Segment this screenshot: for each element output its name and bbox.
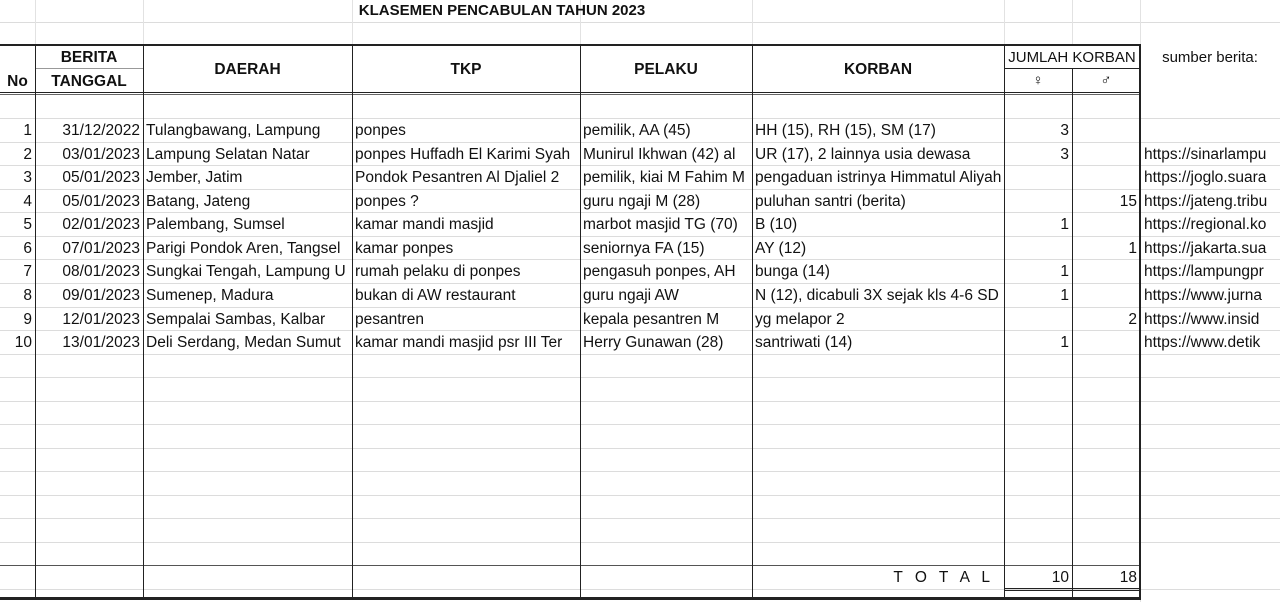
- cell-tanggal[interactable]: 05/01/2023: [62, 169, 140, 186]
- cell-no[interactable]: 1: [23, 122, 32, 139]
- header-tkp: TKP: [450, 61, 482, 78]
- gridline: [0, 424, 1280, 425]
- gridline: [0, 542, 1280, 543]
- cell-sumber-link[interactable]: https://sinarlampu: [1144, 146, 1267, 163]
- cell-sumber-link[interactable]: https://jateng.tribu: [1144, 193, 1268, 210]
- header-pelaku: PELAKU: [634, 61, 698, 78]
- gridline: [0, 518, 1280, 519]
- cell-female-count[interactable]: 3: [1060, 146, 1069, 163]
- gridline: [752, 0, 753, 45]
- cell-tkp[interactable]: bukan di AW restaurant: [355, 287, 516, 304]
- header-bottom-border: [0, 92, 1141, 93]
- gridline: [0, 495, 1280, 496]
- cell-no[interactable]: 6: [23, 240, 32, 257]
- cell-korban[interactable]: UR (17), 2 lainnya usia dewasa: [755, 146, 971, 163]
- header-daerah: DAERAH: [214, 61, 281, 78]
- cell-pelaku[interactable]: Herry Gunawan (28): [583, 334, 724, 351]
- table-top-border: [0, 44, 1141, 46]
- cell-no[interactable]: 7: [23, 263, 32, 280]
- cell-female-count[interactable]: 1: [1060, 216, 1069, 233]
- cell-korban[interactable]: bunga (14): [755, 263, 830, 280]
- gridline: [0, 448, 1280, 449]
- cell-tanggal[interactable]: 13/01/2023: [62, 334, 140, 351]
- gridline: [0, 471, 1280, 472]
- cell-sumber-link[interactable]: https://www.jurna: [1144, 287, 1263, 304]
- cell-tkp[interactable]: rumah pelaku di ponpes: [355, 263, 521, 280]
- cell-tanggal[interactable]: 05/01/2023: [62, 193, 140, 210]
- cell-no[interactable]: 8: [23, 287, 32, 304]
- gridline: [1004, 0, 1005, 45]
- cell-pelaku[interactable]: guru ngaji M (28): [583, 193, 701, 210]
- table-bottom-border: [0, 597, 1141, 600]
- gridline: [0, 401, 1280, 402]
- gridline: [143, 0, 144, 45]
- cell-tanggal[interactable]: 08/01/2023: [62, 263, 140, 280]
- cell-tanggal[interactable]: 09/01/2023: [62, 287, 140, 304]
- cell-no[interactable]: 9: [23, 311, 32, 328]
- cell-tkp[interactable]: ponpes: [355, 122, 406, 139]
- cell-sumber-link[interactable]: https://jakarta.sua: [1144, 240, 1267, 257]
- col-border: [1072, 68, 1073, 599]
- cell-daerah[interactable]: Parigi Pondok Aren, Tangsel: [146, 240, 341, 257]
- header-no: No: [7, 73, 28, 90]
- header-bottom-border: [0, 94, 1141, 95]
- cell-pelaku[interactable]: guru ngaji AW: [583, 287, 679, 304]
- cell-daerah[interactable]: Palembang, Sumsel: [146, 216, 285, 233]
- cell-korban[interactable]: HH (15), RH (15), SM (17): [755, 122, 936, 139]
- cell-tanggal[interactable]: 02/01/2023: [62, 216, 140, 233]
- cell-daerah[interactable]: Batang, Jateng: [146, 193, 251, 210]
- header-tanggal: TANGGAL: [51, 73, 127, 90]
- cell-daerah[interactable]: Jember, Jatim: [146, 169, 243, 186]
- cell-korban[interactable]: pengaduan istrinya Himmatul Aliyah: [755, 169, 1002, 186]
- cell-no[interactable]: 10: [14, 334, 32, 351]
- cell-pelaku[interactable]: kepala pesantren M: [583, 311, 720, 328]
- cell-daerah[interactable]: Lampung Selatan Natar: [146, 146, 310, 163]
- male-symbol-icon: ♂: [1100, 72, 1112, 89]
- cell-no[interactable]: 3: [23, 169, 32, 186]
- cell-korban[interactable]: AY (12): [755, 240, 807, 257]
- cell-tkp[interactable]: kamar mandi masjid psr III Ter: [355, 334, 563, 351]
- total-male[interactable]: 18: [1119, 569, 1137, 586]
- cell-daerah[interactable]: Sumenep, Madura: [146, 287, 274, 304]
- cell-tanggal[interactable]: 12/01/2023: [62, 311, 140, 328]
- cell-pelaku[interactable]: pengasuh ponpes, AH: [583, 263, 736, 280]
- cell-pelaku[interactable]: pemilik, kiai M Fahim M: [583, 169, 745, 186]
- cell-pelaku[interactable]: pemilik, AA (45): [583, 122, 691, 139]
- cell-daerah[interactable]: Sempalai Sambas, Kalbar: [146, 311, 326, 328]
- cell-pelaku[interactable]: Munirul Ikhwan (42) al: [583, 146, 736, 163]
- cell-pelaku[interactable]: marbot masjid TG (70): [583, 216, 738, 233]
- cell-korban[interactable]: puluhan santri (berita): [755, 193, 906, 210]
- cell-tkp[interactable]: kamar mandi masjid: [355, 216, 494, 233]
- cell-daerah[interactable]: Deli Serdang, Medan Sumut: [146, 334, 341, 351]
- cell-pelaku[interactable]: seniornya FA (15): [583, 240, 705, 257]
- cell-sumber-link[interactable]: https://www.insid: [1144, 311, 1260, 328]
- cell-no[interactable]: 4: [23, 193, 32, 210]
- cell-daerah[interactable]: Sungkai Tengah, Lampung U: [146, 263, 346, 280]
- sheet-title: KLASEMEN PENCABULAN TAHUN 2023: [358, 2, 646, 19]
- gridline: [0, 22, 1280, 23]
- cell-sumber-link[interactable]: https://www.detik: [1144, 334, 1261, 351]
- cell-male-count[interactable]: 15: [1119, 193, 1137, 210]
- gridline: [35, 0, 36, 45]
- cell-korban[interactable]: B (10): [755, 216, 798, 233]
- cell-korban[interactable]: N (12), dicabuli 3X sejak kls 4-6 SD: [755, 287, 999, 304]
- cell-korban[interactable]: yg melapor 2: [755, 311, 845, 328]
- cell-tanggal[interactable]: 03/01/2023: [62, 146, 140, 163]
- cell-female-count[interactable]: 1: [1060, 263, 1069, 280]
- cell-tkp[interactable]: ponpes ?: [355, 193, 419, 210]
- cell-female-count[interactable]: 1: [1060, 287, 1069, 304]
- header-sumber-berita: sumber berita:: [1162, 49, 1258, 66]
- gridline: [0, 354, 1280, 355]
- header-berita: BERITA: [60, 49, 118, 66]
- cell-male-count[interactable]: 2: [1128, 311, 1137, 328]
- cell-tkp[interactable]: ponpes Huffadh El Karimi Syah: [355, 146, 571, 163]
- header-korban: KORBAN: [843, 61, 913, 78]
- cell-tanggal[interactable]: 07/01/2023: [62, 240, 140, 257]
- cell-male-count[interactable]: 1: [1128, 240, 1137, 257]
- cell-tkp[interactable]: Pondok Pesantren Al Djaliel 2: [355, 169, 560, 186]
- cell-female-count[interactable]: 3: [1060, 122, 1069, 139]
- cell-no[interactable]: 2: [23, 146, 32, 163]
- cell-no[interactable]: 5: [23, 216, 32, 233]
- cell-female-count[interactable]: 1: [1060, 334, 1069, 351]
- cell-korban[interactable]: santriwati (14): [755, 334, 853, 351]
- cell-tanggal[interactable]: 31/12/2022: [62, 122, 140, 139]
- cell-sumber-link[interactable]: https://joglo.suara: [1144, 169, 1267, 186]
- cell-tkp[interactable]: kamar ponpes: [355, 240, 454, 257]
- gridline: [1072, 0, 1073, 45]
- female-symbol-icon: ♀: [1032, 72, 1044, 89]
- header-jumlah-korban: JUMLAH KORBAN: [1008, 49, 1136, 66]
- cell-tkp[interactable]: pesantren: [355, 311, 424, 328]
- cell-daerah[interactable]: Tulangbawang, Lampung: [146, 122, 321, 139]
- gridline: [0, 377, 1280, 378]
- cell-sumber-link[interactable]: https://regional.ko: [1144, 216, 1267, 233]
- total-label: T O T A L: [893, 569, 994, 586]
- cell-sumber-link[interactable]: https://lampungpr: [1144, 263, 1264, 280]
- total-female[interactable]: 10: [1051, 569, 1069, 586]
